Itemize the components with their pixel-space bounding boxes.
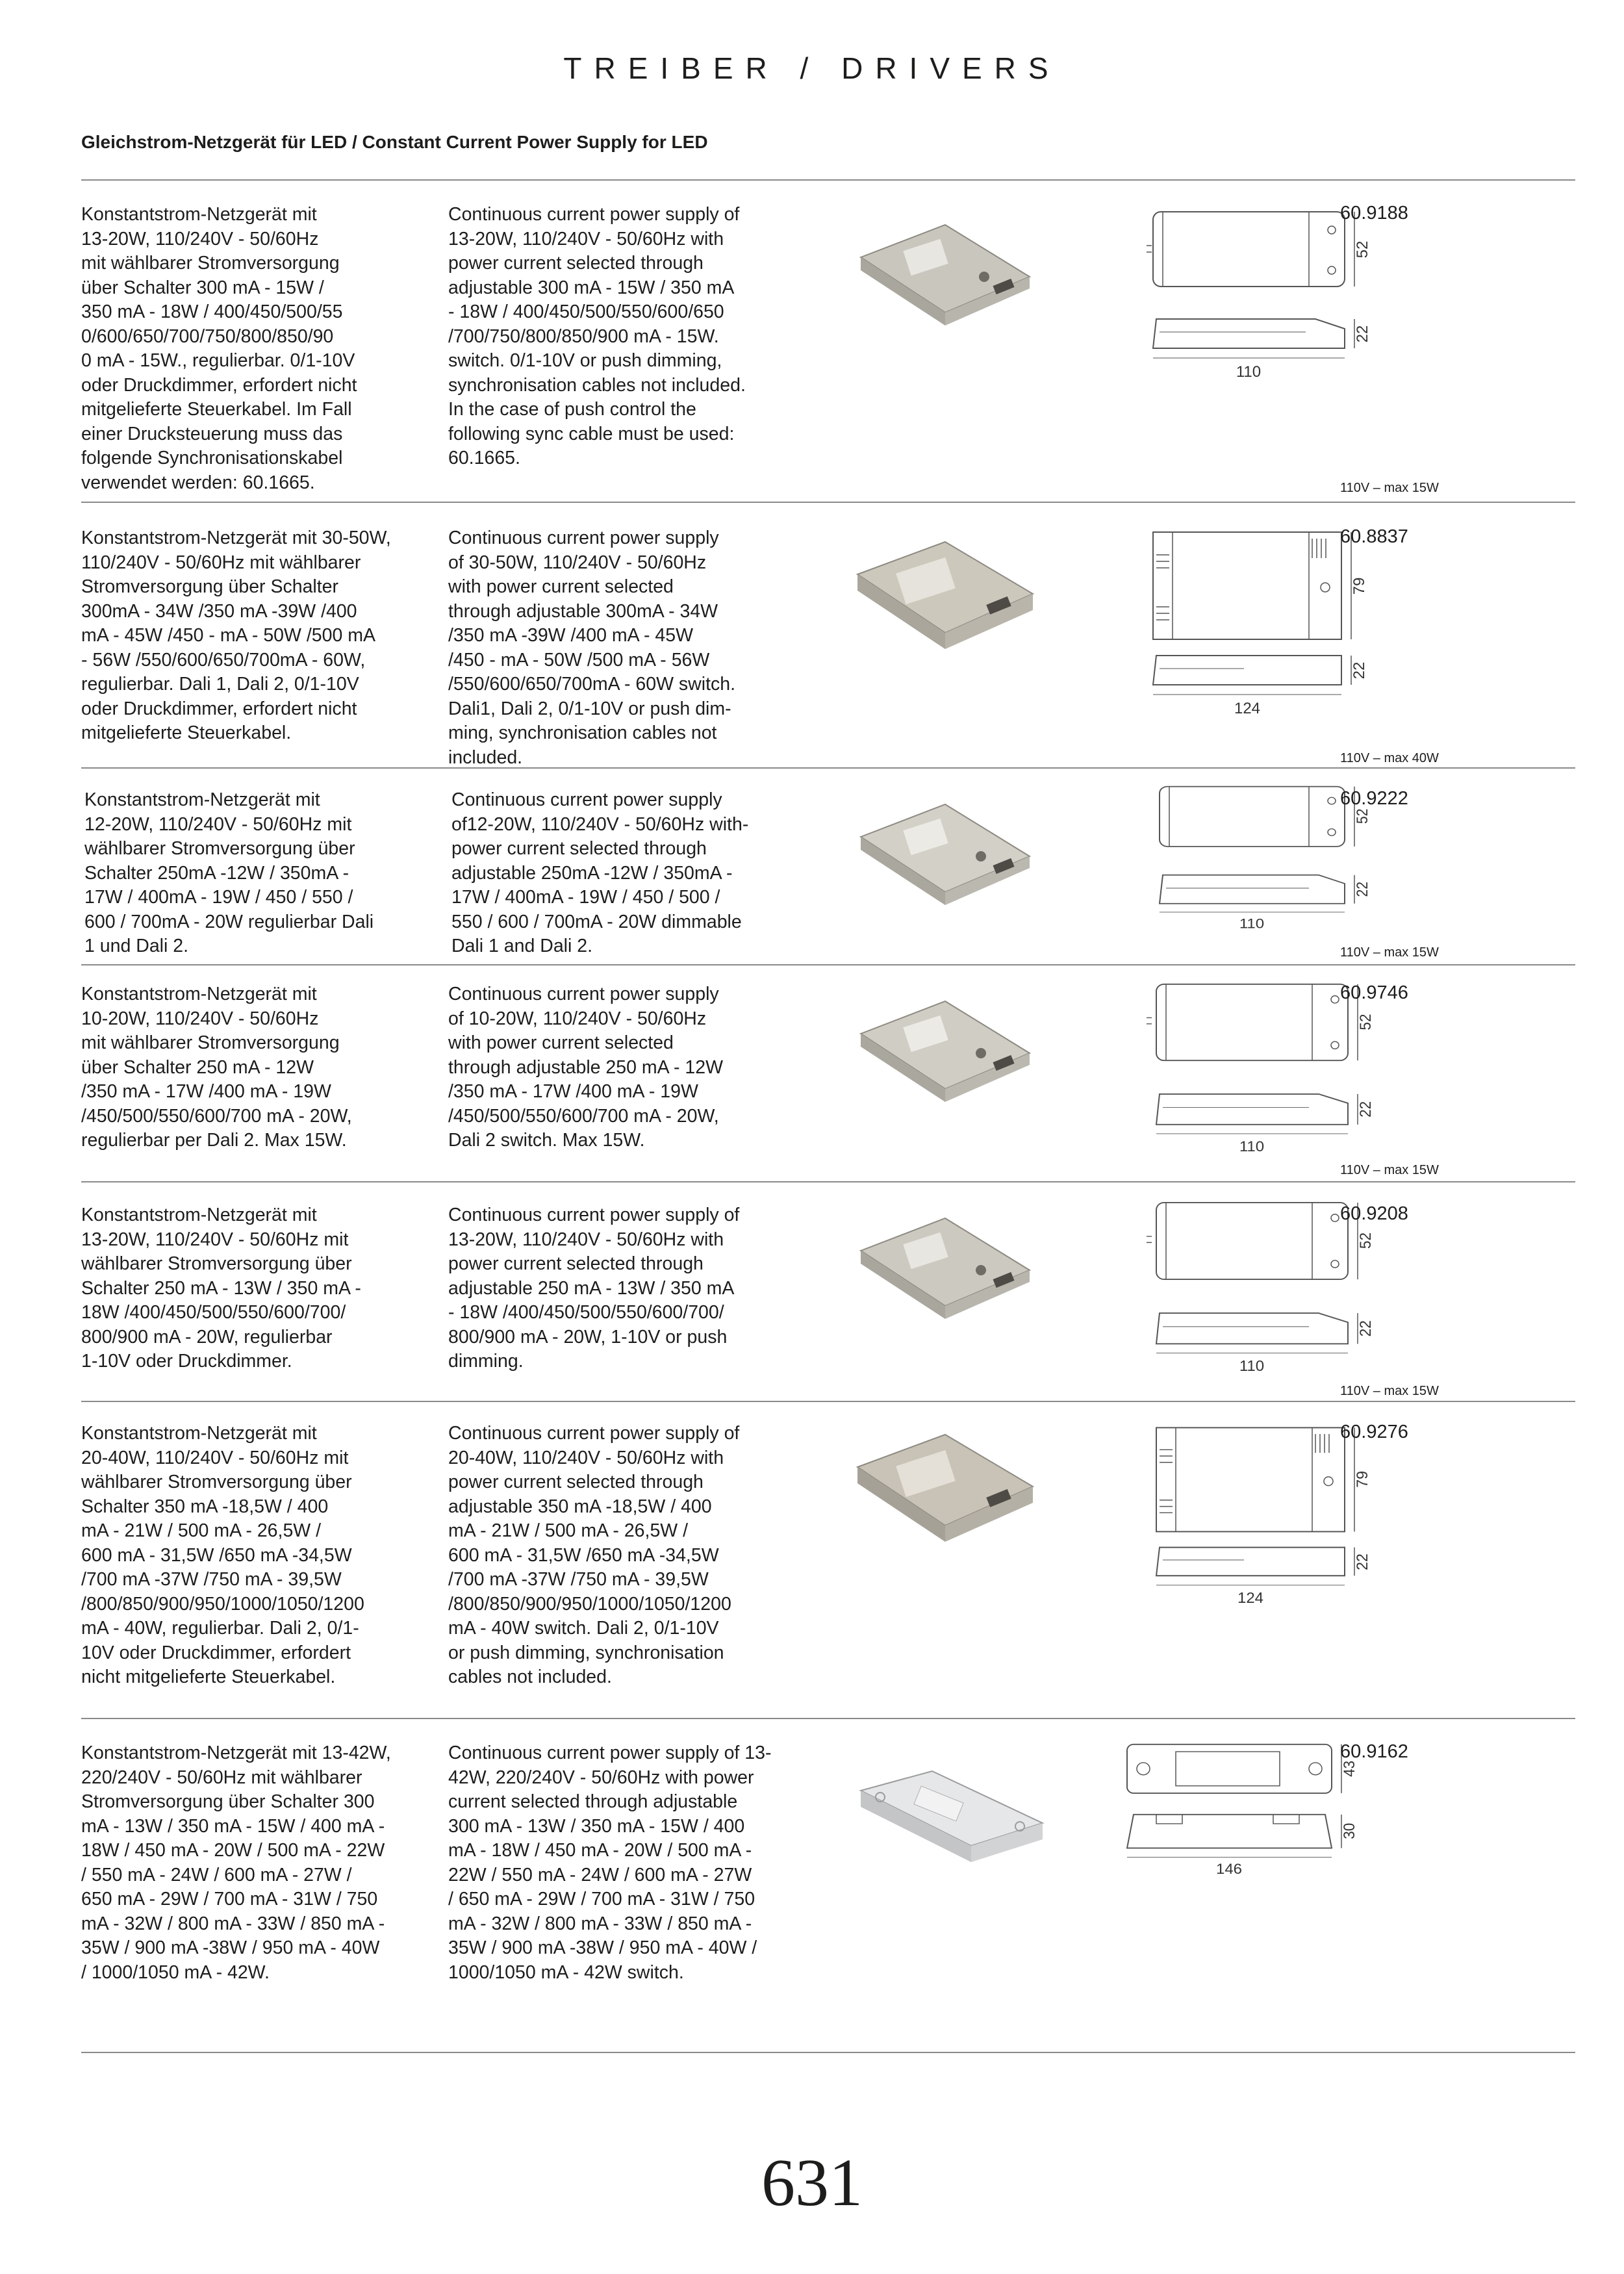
width-dimension: 52 <box>1354 240 1371 259</box>
page-number: 631 <box>761 2145 863 2220</box>
product-code: 60.9188 <box>1340 203 1408 224</box>
product-photo <box>848 785 1043 915</box>
product-row <box>81 502 1575 769</box>
technical-drawing <box>1049 192 1387 407</box>
technical-drawing <box>1049 1415 1387 1623</box>
height-dimension: 30 <box>1340 1822 1358 1839</box>
height-dimension: 22 <box>1351 661 1368 680</box>
technical-drawing <box>1049 775 1387 964</box>
description-en: Continuous current power supply of 10-20W, 110/240V - 50/60Hz with power current selected through adjustable 250 mA - 12W /350 mA - 17W /400 mA - 19W /450/500/550/600/700 mA - 20W, Dali 2 switch. Max 15W. <box>448 984 724 1151</box>
product-row <box>81 1181 1575 1402</box>
product-row <box>81 1401 1575 1719</box>
product-photo <box>848 1422 1043 1552</box>
technical-drawing <box>1049 1732 1387 1934</box>
width-dimension: 79 <box>1351 577 1368 595</box>
description-de: Konstantstrom-Netzgerät mit 30-50W, 110/240V - 50/60Hz mit wählbarer Stromversorgung über Schalter 300mA - 34W /350 mA -39W /400 mA - 45W /450 - mA - 50W /500 mA - 56W /550/600/650/700mA - 60W, regulierbar. Dali 1, Dali 2, 0/1-10V oder Druckdimmer, erfordert nicht mitgelieferte Steuerkabel. <box>81 528 391 743</box>
product-photo <box>848 529 1043 659</box>
voltage-note: 110V – max 15W <box>1340 945 1439 960</box>
technical-drawing <box>1049 972 1387 1173</box>
product-code: 60.9208 <box>1340 1203 1408 1224</box>
height-dimension: 22 <box>1353 882 1371 897</box>
length-dimension: 110 <box>1239 915 1265 932</box>
width-dimension: 52 <box>1353 808 1371 824</box>
description-de: Konstantstrom-Netzgerät mit 13-42W, 220/240V - 50/60Hz mit wählbarer Stromversorgung über Schalter 300 mA - 13W / 350 mA - 15W / 400 mA - 18W / 450 mA - 20W / 500 mA - 22W / 550 mA - 24W / 600 mA - 27W / 650 mA - 29W / 700 mA - 31W / 750 mA - 32W / 800 mA - 33W / 850 mA - 35W / 900 mA -38W / 950 mA - 40W / 1000/1050 mA - 42W. <box>81 1743 391 1983</box>
voltage-note: 110V – max 40W <box>1340 751 1439 765</box>
technical-drawing <box>1049 1190 1387 1393</box>
product-photo <box>844 1752 1059 1882</box>
product-row <box>81 179 1575 502</box>
width-dimension: 43 <box>1340 1760 1358 1777</box>
product-photo <box>848 205 1043 335</box>
description-en: Continuous current power supply of 30-50W, 110/240V - 50/60Hz with power current selected through adjustable 300mA - 34W /350 mA -39W /400 mA - 45W /450 - mA - 50W /500 mA - 56W /550/600/650/700mA - 60W switch. Dali1, Dali 2, 0/1-10V or push dim- ming, synchronisation cables not included. <box>448 528 736 768</box>
product-code: 60.9222 <box>1340 788 1408 809</box>
height-dimension: 22 <box>1354 325 1371 343</box>
width-dimension: 79 <box>1354 1470 1372 1488</box>
width-dimension: 52 <box>1356 1014 1375 1030</box>
voltage-note: 110V – max 15W <box>1340 1384 1439 1398</box>
voltage-note: 110V – max 15W <box>1340 1163 1439 1177</box>
product-photo <box>848 982 1043 1112</box>
height-dimension: 22 <box>1356 1101 1375 1118</box>
page-title: TREIBER / DRIVERS <box>563 51 1061 85</box>
description-de: Konstantstrom-Netzgerät mit 13-20W, 110/240V - 50/60Hz mit wählbarer Stromversorgung über Schalter 250 mA - 13W / 350 mA - 18W /400/450/500/550/600/700/ 800/900 mA - 20W, regulierbar 1-10V oder Druckdimmer. <box>81 1205 361 1372</box>
product-row <box>81 1718 1575 2053</box>
section-title: Gleichstrom-Netzgerät für LED / Constant Current Power Supply for LED <box>81 132 708 152</box>
length-dimension: 110 <box>1239 1357 1265 1374</box>
width-dimension: 52 <box>1356 1232 1375 1249</box>
length-dimension: 124 <box>1234 700 1261 717</box>
voltage-note: 110V – max 15W <box>1340 481 1439 495</box>
product-code: 60.9746 <box>1340 982 1408 1003</box>
height-dimension: 22 <box>1356 1320 1375 1337</box>
length-dimension: 146 <box>1215 1860 1243 1877</box>
length-dimension: 110 <box>1239 1138 1265 1155</box>
description-en: Continuous current power supply of 13-20W, 110/240V - 50/60Hz with power current selected through adjustable 250 mA - 13W / 350 mA - 18W /400/450/500/550/600/700/ 800/900 mA - 20W, 1-10V or push dimming. <box>448 1205 740 1372</box>
product-row <box>81 964 1575 1182</box>
description-en: Continuous current power supply of 20-40W, 110/240V - 50/60Hz with power current selected through adjustable 350 mA -18,5W / 400 mA - 21W / 500 mA - 26,5W / 600 mA - 31,5W /650 mA -34,5W /700 mA -37W /750 mA - 39,5W /800/850/900/950/1000/1050/1200 mA - 40W switch. Dali 2, 0/1-10V or push dimming, synchronisation cables not included. <box>448 1423 740 1687</box>
description-en: Continuous current power supply of 13- 42W, 220/240V - 50/60Hz with power current selected through adjustable 300 mA - 13W / 350 mA - 15W / 400 mA - 18W / 450 mA - 20W / 500 mA - 22W / 550 mA - 24W / 600 mA - 27W / 650 mA - 29W / 700 mA - 31W / 750 mA - 32W / 800 mA - 33W / 850 mA - 35W / 900 mA -38W / 950 mA - 40W / 1000/1050 mA - 42W switch. <box>448 1743 772 1983</box>
length-dimension: 124 <box>1237 1590 1264 1607</box>
divider <box>81 2052 1575 2053</box>
description-de: Konstantstrom-Netzgerät mit 10-20W, 110/240V - 50/60Hz mit wählbarer Stromversorgung über Schalter 250 mA - 12W /350 mA - 17W /400 mA - 19W /450/500/550/600/700 mA - 20W, regulierbar per Dali 2. Max 15W. <box>81 984 352 1151</box>
description-de: Konstantstrom-Netzgerät mit 20-40W, 110/240V - 50/60Hz mit wählbarer Stromversorgung über Schalter 350 mA -18,5W / 400 mA - 21W / 500 mA - 26,5W / 600 mA - 31,5W /650 mA -34,5W /700 mA -37W /750 mA - 39,5W /800/850/900/950/1000/1050/1200 mA - 40W, regulierbar. Dali 2, 0/1- 10V oder Druckdimmer, erfordert nicht mitgelieferte Steuerkabel. <box>81 1423 364 1687</box>
product-row <box>81 767 1575 965</box>
description-en: Continuous current power supply of 13-20W, 110/240V - 50/60Hz with power current selected through adjustable 300 mA - 15W / 350 mA - 18W / 400/450/500/550/600/650 /700/750/800/850/900 mA - 15W. switch. 0/1-10V or push dimming, synchronisation cables not included. In the case of push control the following sync cable must be used: 60.1665. <box>448 204 746 468</box>
height-dimension: 22 <box>1354 1553 1372 1570</box>
length-dimension: 110 <box>1236 363 1262 381</box>
description-en: Continuous current power supply of12-20W, 110/240V - 50/60Hz with- power current selected through adjustable 250mA -12W / 350mA - 17W / 400mA - 19W / 450 / 500 / 550 / 600 / 700mA - 20W dimmable Dali 1 and Dali 2. <box>451 789 749 956</box>
description-de: Konstantstrom-Netzgerät mit 13-20W, 110/240V - 50/60Hz mit wählbarer Stromversorgung über Schalter 300 mA - 15W / 350 mA - 18W / 400/450/500/55 0/600/650/700/750/800/850/90 0 mA - 15W., regulierbar. 0/1-10V oder Druckdimmer, erfordert nicht mitgelieferte Steuerkabel. Im Fall einer Drucksteuerung muss das folgende Synchronisationskabel verwendet werden: 60.1665. <box>81 204 357 493</box>
technical-drawing <box>1049 516 1387 730</box>
product-code: 60.9276 <box>1340 1422 1408 1442</box>
product-photo <box>848 1199 1043 1329</box>
product-code: 60.9162 <box>1340 1741 1408 1762</box>
product-code: 60.8837 <box>1340 526 1408 547</box>
description-de: Konstantstrom-Netzgerät mit 12-20W, 110/240V - 50/60Hz mit wählbarer Stromversorgung über Schalter 250mA -12W / 350mA - 17W / 400mA - 19W / 450 / 550 / 600 / 700mA - 20W regulierbar Dali 1 und Dali 2. <box>84 789 374 956</box>
